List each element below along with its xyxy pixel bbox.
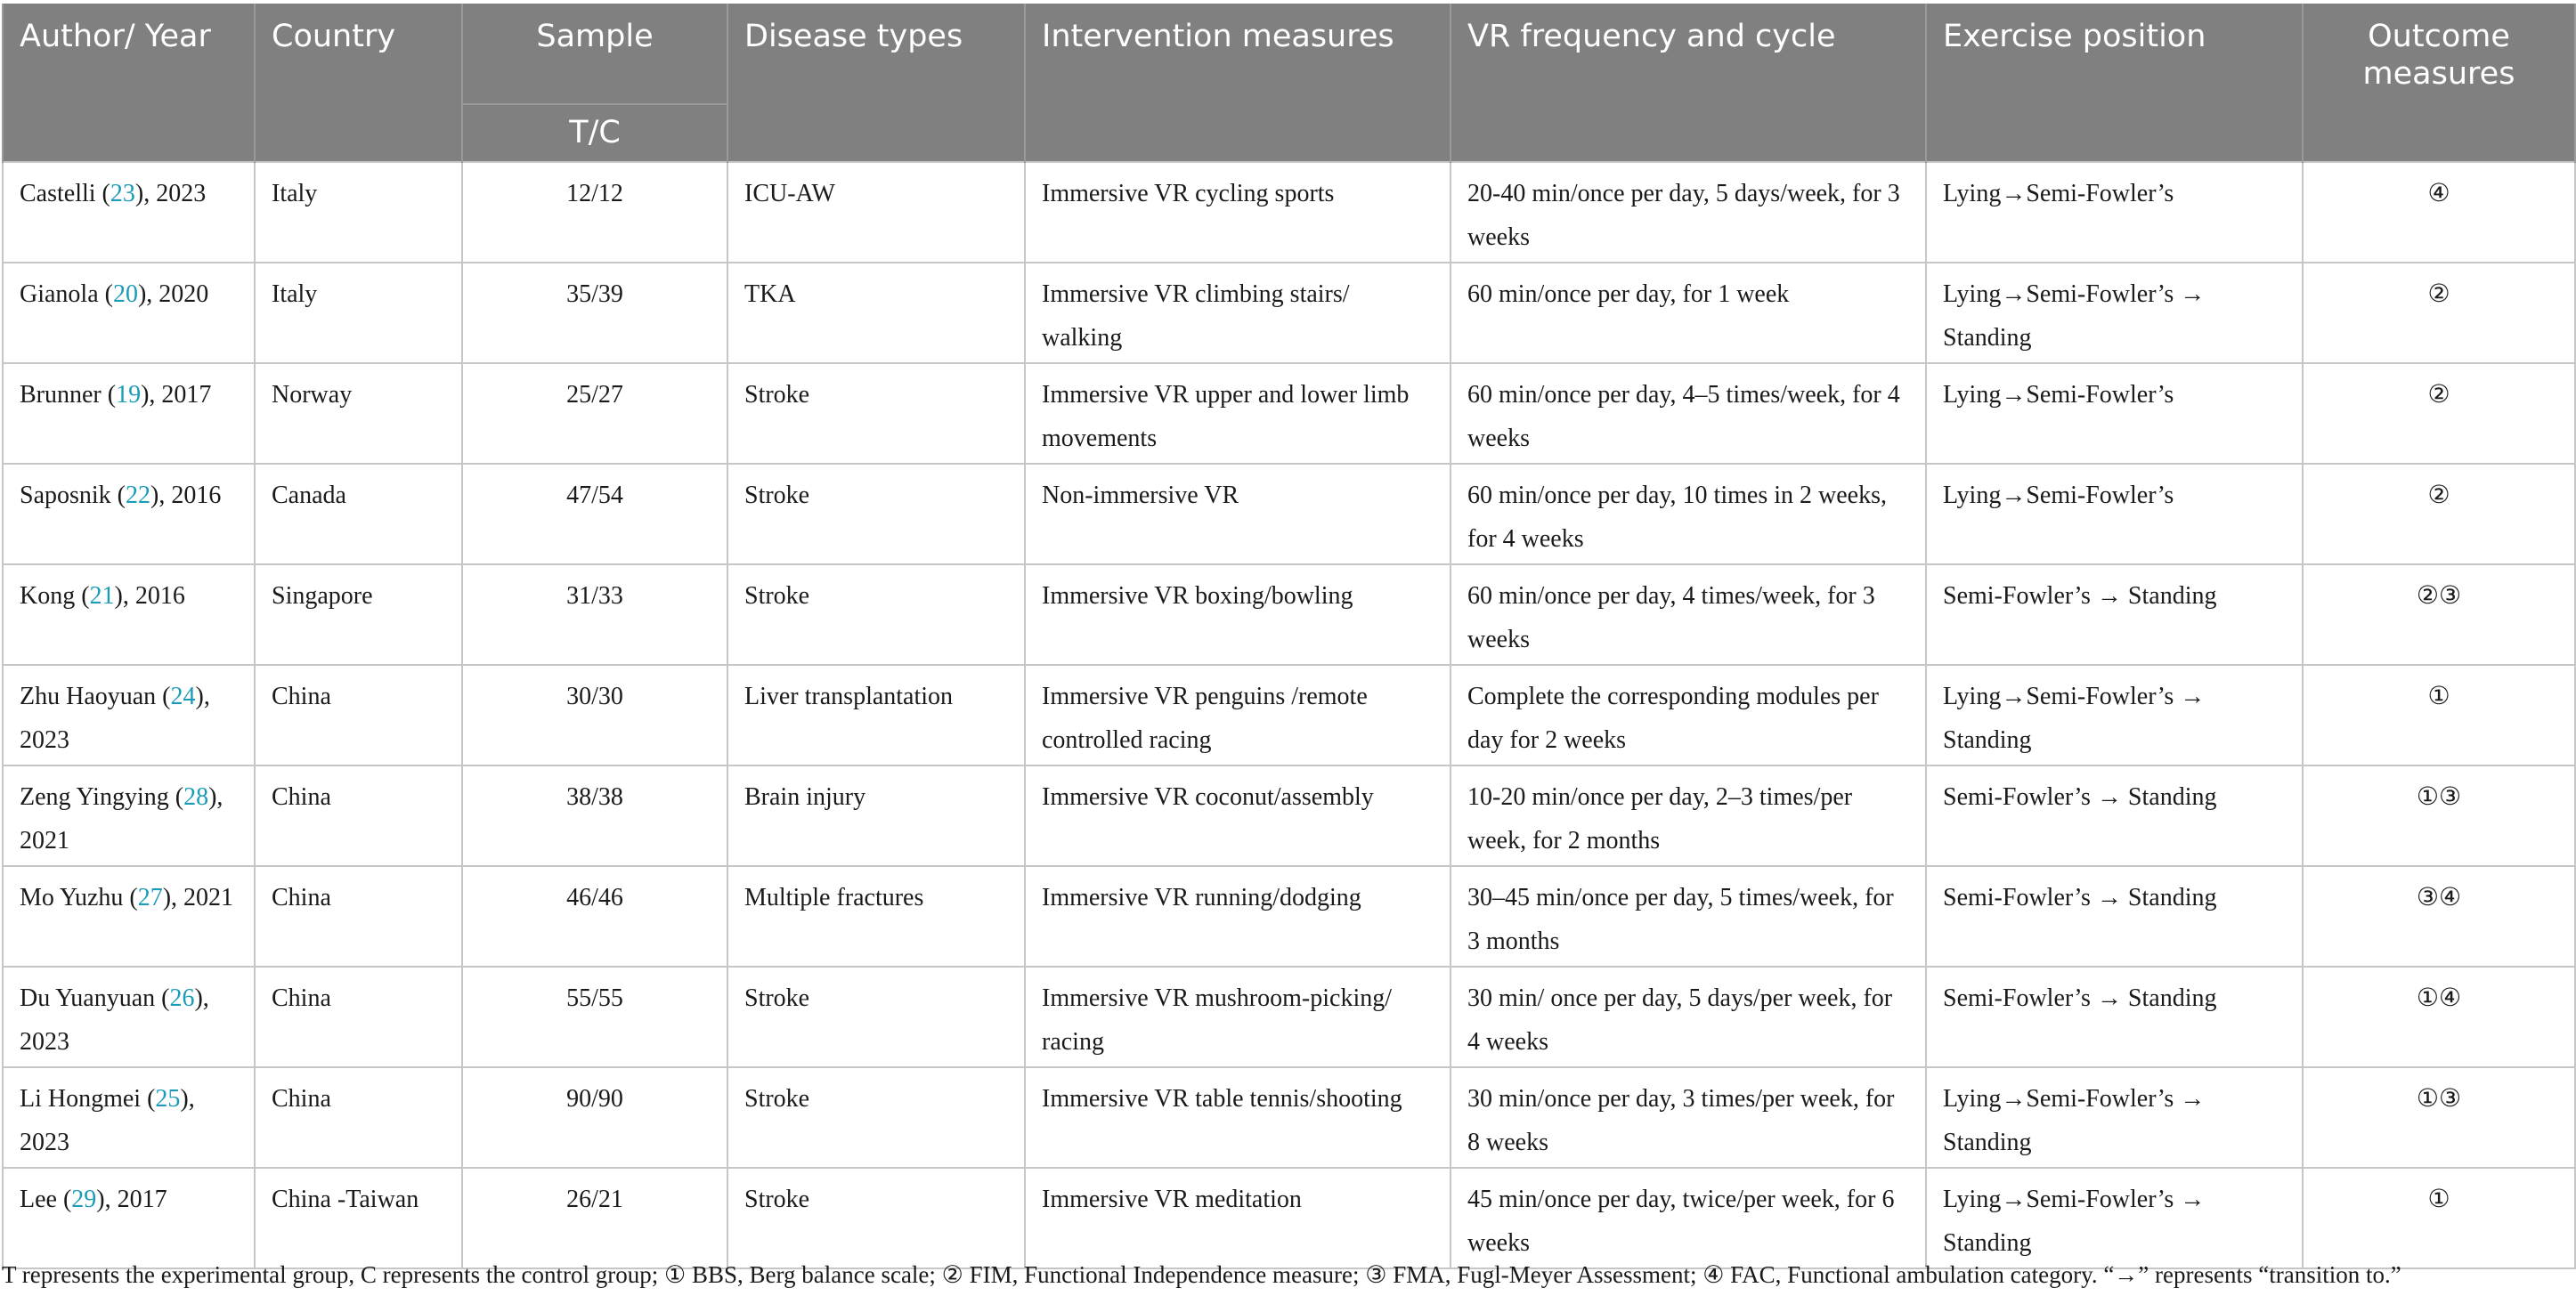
cell-author-year — [3, 564, 255, 665]
cell-exercise-position: Lying→Semi-Fowler’s → Standing — [1926, 263, 2303, 363]
cell-outcome: ② — [2303, 464, 2575, 564]
cell-sample: 47/54 — [462, 464, 727, 564]
header-sample: Sample — [462, 4, 727, 104]
cell-exercise-position: Semi-Fowler’s → Standing — [1926, 866, 2303, 967]
table-row — [3, 967, 2575, 1067]
cell-intervention: Immersive VR climbing stairs/ walking — [1025, 263, 1451, 363]
cell-author-year — [3, 263, 255, 363]
table-row — [3, 1067, 2575, 1168]
cell-disease-type: Multiple fractures — [727, 866, 1025, 967]
table-footnote: T represents the experimental group, C represents the control group; ① BBS, Berg balance scale; ② FIM, Functional Independence measure; ③ FMA, Fugl-Meyer Assessment; ④ FAC, Functional ambulation category. “→” represents “transition to.” — [2, 1261, 2401, 1288]
reference-link[interactable]: 20 — [112, 280, 138, 308]
study-characteristics-table — [2, 4, 2576, 1269]
cell-author-year — [3, 162, 255, 263]
reference-link[interactable]: 27 — [137, 884, 163, 911]
author-name: Gianola ( — [20, 280, 113, 308]
cell-vr-frequency: 20-40 min/once per day, 5 days/week, for 3 weeks — [1451, 162, 1926, 263]
header-intervention: Intervention measures — [1025, 4, 1451, 162]
publication-year: ), 2016 — [114, 582, 185, 610]
cell-author-year — [3, 866, 255, 967]
reference-link[interactable]: 24 — [170, 683, 196, 710]
reference-link[interactable]: 25 — [155, 1085, 181, 1113]
publication-year: ), 2021 — [162, 884, 234, 911]
cell-disease-type: Stroke — [727, 564, 1025, 665]
cell-sample: 46/46 — [462, 866, 727, 967]
cell-country: Singapore — [255, 564, 462, 665]
cell-author-year — [3, 967, 255, 1067]
cell-vr-frequency: 45 min/once per day, twice/per week, for 6 weeks — [1451, 1168, 1926, 1268]
header-vr-frequency: VR frequency and cycle — [1451, 4, 1926, 162]
cell-sample: 35/39 — [462, 263, 727, 363]
cell-author-year — [3, 363, 255, 464]
header-author-year: Author/ Year — [3, 4, 255, 162]
cell-intervention: Immersive VR penguins /remote controlled racing — [1025, 665, 1451, 765]
reference-link[interactable]: 22 — [126, 482, 150, 509]
table-row — [3, 866, 2575, 967]
author-name: Du Yuanyuan ( — [20, 984, 170, 1012]
cell-sample: 12/12 — [462, 162, 727, 263]
cell-author-year — [3, 1067, 255, 1168]
table-header — [3, 4, 2575, 162]
cell-disease-type: Liver transplantation — [727, 665, 1025, 765]
cell-vr-frequency: 30 min/ once per day, 5 days/per week, for 4 weeks — [1451, 967, 1926, 1067]
table-row — [3, 263, 2575, 363]
cell-intervention: Immersive VR meditation — [1025, 1168, 1451, 1268]
cell-sample: 31/33 — [462, 564, 727, 665]
cell-intervention: Immersive VR boxing/bowling — [1025, 564, 1451, 665]
cell-exercise-position: Semi-Fowler’s → Standing — [1926, 967, 2303, 1067]
cell-sample: 25/27 — [462, 363, 727, 464]
author-name: Mo Yuzhu ( — [20, 884, 138, 911]
header-country: Country — [255, 4, 462, 162]
cell-vr-frequency: 30 min/once per day, 3 times/per week, for 8 weeks — [1451, 1067, 1926, 1168]
header-sample-tc: T/C — [462, 104, 727, 162]
cell-author-year — [3, 1168, 255, 1268]
cell-country: Canada — [255, 464, 462, 564]
cell-sample: 38/38 — [462, 765, 727, 866]
cell-outcome: ① — [2303, 665, 2575, 765]
publication-year: ), 2016 — [150, 482, 222, 509]
publication-year: ), 2023 — [20, 984, 209, 1056]
cell-disease-type: Stroke — [727, 1168, 1025, 1268]
cell-intervention: Non-immersive VR — [1025, 464, 1451, 564]
publication-year: ), 2023 — [20, 683, 210, 754]
cell-disease-type: Stroke — [727, 363, 1025, 464]
cell-intervention: Immersive VR table tennis/shooting — [1025, 1067, 1451, 1168]
cell-country: China — [255, 866, 462, 967]
cell-exercise-position: Lying→Semi-Fowler’s — [1926, 162, 2303, 263]
cell-disease-type: Stroke — [727, 1067, 1025, 1168]
cell-outcome: ④ — [2303, 162, 2575, 263]
author-name: Kong ( — [20, 582, 90, 610]
cell-disease-type: ICU-AW — [727, 162, 1025, 263]
table-row — [3, 765, 2575, 866]
publication-year: ), 2021 — [20, 783, 223, 854]
table-row — [3, 564, 2575, 665]
cell-outcome: ①③ — [2303, 765, 2575, 866]
cell-sample: 90/90 — [462, 1067, 727, 1168]
publication-year: ), 2017 — [96, 1186, 167, 1213]
cell-exercise-position: Lying→Semi-Fowler’s → Standing — [1926, 1067, 2303, 1168]
cell-country: Italy — [255, 263, 462, 363]
cell-sample: 30/30 — [462, 665, 727, 765]
cell-intervention: Immersive VR running/dodging — [1025, 866, 1451, 967]
cell-exercise-position: Lying→Semi-Fowler’s → Standing — [1926, 665, 2303, 765]
cell-author-year — [3, 665, 255, 765]
table-row — [3, 1168, 2575, 1268]
cell-intervention: Immersive VR upper and lower limb movements — [1025, 363, 1451, 464]
table-row — [3, 363, 2575, 464]
cell-country: Italy — [255, 162, 462, 263]
cell-outcome: ② — [2303, 363, 2575, 464]
cell-exercise-position: Semi-Fowler’s → Standing — [1926, 564, 2303, 665]
cell-disease-type: Brain injury — [727, 765, 1025, 866]
cell-vr-frequency: 60 min/once per day, 4 times/week, for 3 weeks — [1451, 564, 1926, 665]
reference-link[interactable]: 26 — [169, 984, 195, 1012]
cell-country: China -Taiwan — [255, 1168, 462, 1268]
cell-outcome: ② — [2303, 263, 2575, 363]
cell-author-year — [3, 765, 255, 866]
author-name: Castelli ( — [20, 180, 110, 207]
header-exercise-position: Exercise position — [1926, 4, 2303, 162]
cell-country: China — [255, 765, 462, 866]
reference-link[interactable]: 21 — [89, 582, 115, 610]
reference-link[interactable]: 29 — [71, 1186, 97, 1213]
cell-intervention: Immersive VR cycling sports — [1025, 162, 1451, 263]
header-outcome: Outcome measures — [2303, 4, 2575, 162]
author-name: Saposnik ( — [20, 482, 126, 509]
reference-link[interactable]: 19 — [116, 381, 142, 409]
cell-disease-type: TKA — [727, 263, 1025, 363]
reference-link[interactable]: 23 — [110, 180, 135, 207]
cell-country: China — [255, 967, 462, 1067]
author-name: Li Hongmei ( — [20, 1085, 156, 1113]
header-disease-types: Disease types — [727, 4, 1025, 162]
cell-disease-type: Stroke — [727, 464, 1025, 564]
cell-sample: 55/55 — [462, 967, 727, 1067]
publication-year: ), 2020 — [137, 280, 209, 308]
author-name: Lee ( — [20, 1186, 72, 1213]
cell-vr-frequency: 10-20 min/once per day, 2–3 times/per week, for 2 months — [1451, 765, 1926, 866]
cell-intervention: Immersive VR coconut/assembly — [1025, 765, 1451, 866]
author-name: Zeng Yingying ( — [20, 783, 184, 811]
cell-sample: 26/21 — [462, 1168, 727, 1268]
cell-exercise-position: Lying→Semi-Fowler’s — [1926, 363, 2303, 464]
table-row — [3, 464, 2575, 564]
publication-year: ), 2023 — [134, 180, 207, 207]
table-row — [3, 162, 2575, 263]
cell-vr-frequency: Complete the corresponding modules per day for 2 weeks — [1451, 665, 1926, 765]
cell-vr-frequency: 60 min/once per day, 4–5 times/week, for 4 weeks — [1451, 363, 1926, 464]
cell-vr-frequency: 30–45 min/once per day, 5 times/week, for 3 months — [1451, 866, 1926, 967]
cell-vr-frequency: 60 min/once per day, for 1 week — [1451, 263, 1926, 363]
cell-outcome: ①③ — [2303, 1067, 2575, 1168]
cell-intervention: Immersive VR mushroom-picking/ racing — [1025, 967, 1451, 1067]
reference-link[interactable]: 28 — [183, 783, 209, 811]
publication-year: ), 2023 — [20, 1085, 195, 1156]
cell-exercise-position: Semi-Fowler’s → Standing — [1926, 765, 2303, 866]
table-body — [3, 162, 2575, 1268]
cell-exercise-position: Lying→Semi-Fowler’s — [1926, 464, 2303, 564]
cell-author-year — [3, 464, 255, 564]
table-row — [3, 665, 2575, 765]
cell-exercise-position: Lying→Semi-Fowler’s → Standing — [1926, 1168, 2303, 1268]
cell-country: China — [255, 1067, 462, 1168]
cell-outcome: ① — [2303, 1168, 2575, 1268]
cell-country: China — [255, 665, 462, 765]
author-name: Zhu Haoyuan ( — [20, 683, 171, 710]
cell-outcome: ②③ — [2303, 564, 2575, 665]
author-name: Brunner ( — [20, 381, 117, 409]
cell-country: Norway — [255, 363, 462, 464]
table-container — [0, 4, 2576, 1269]
cell-vr-frequency: 60 min/once per day, 10 times in 2 weeks, for 4 weeks — [1451, 464, 1926, 564]
cell-outcome: ③④ — [2303, 866, 2575, 967]
publication-year: ), 2017 — [141, 381, 212, 409]
cell-disease-type: Stroke — [727, 967, 1025, 1067]
cell-outcome: ①④ — [2303, 967, 2575, 1067]
